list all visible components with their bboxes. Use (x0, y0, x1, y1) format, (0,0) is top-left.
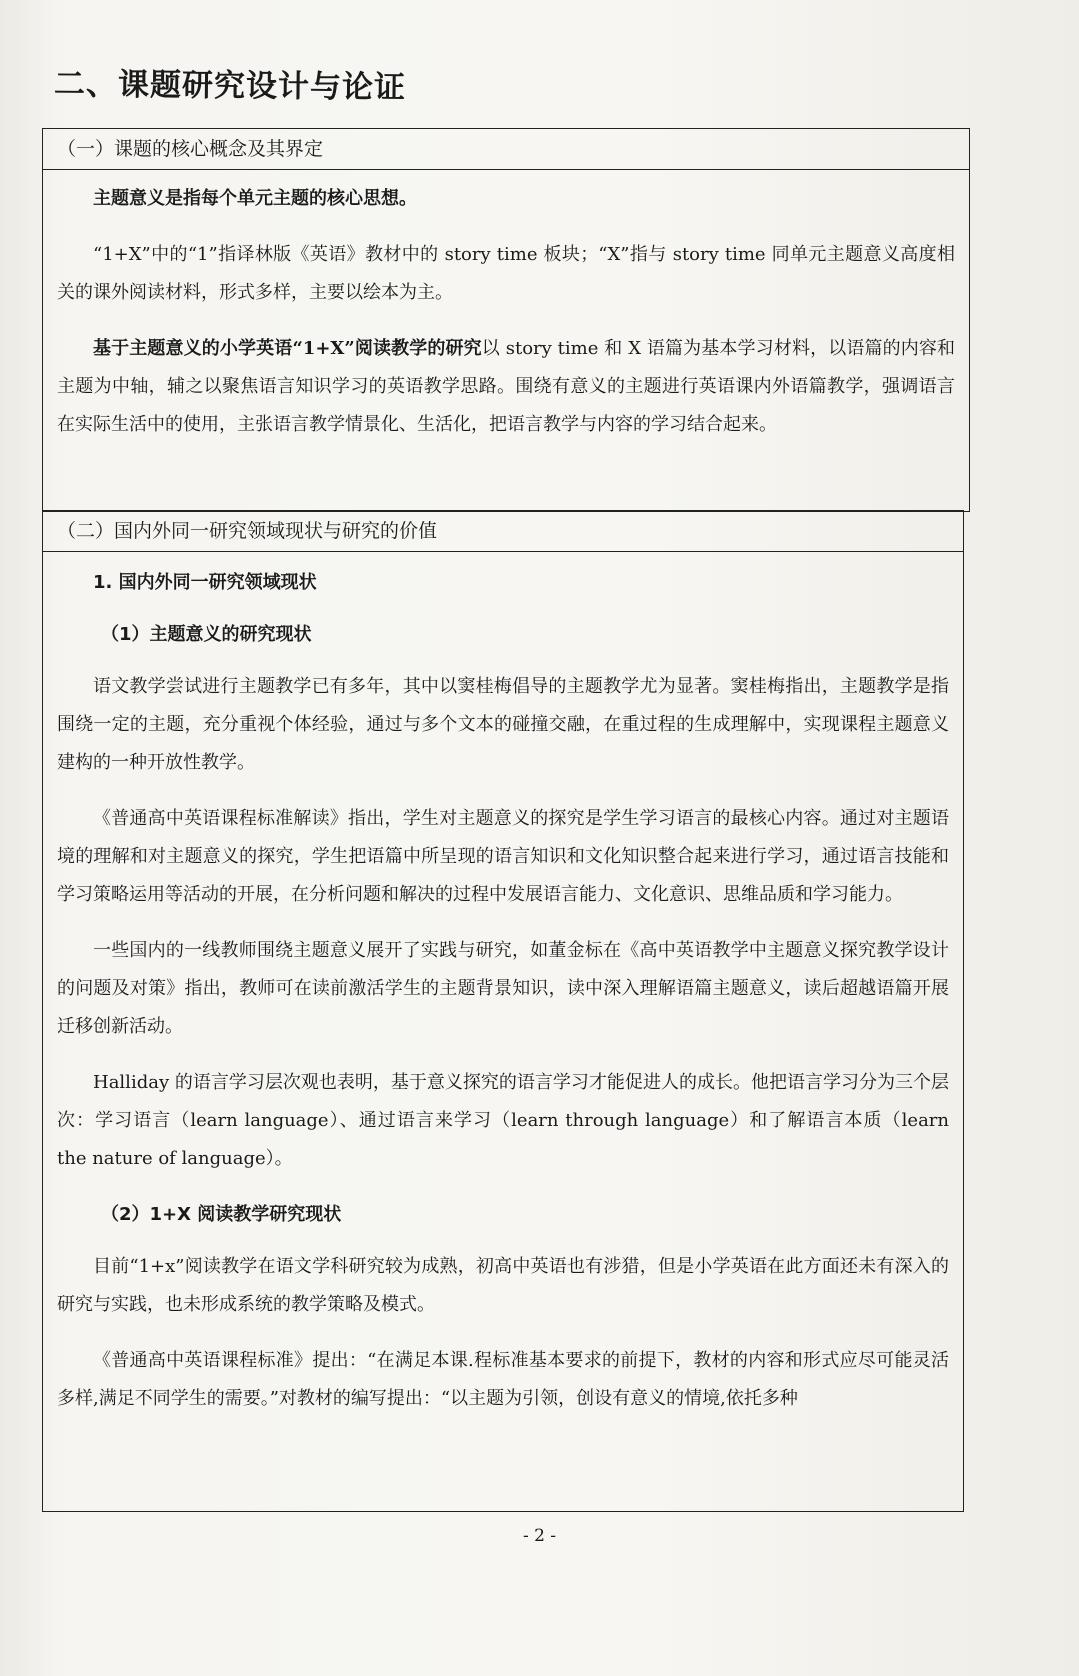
subheading: （2）1+X 阅读教学研究现状 (101, 1204, 342, 1225)
paragraph: Halliday 的语言学习层次观也表明，基于意义探究的语言学习才能促进人的成长。他把语言学习分为三个层次：学习语言（learn language）、通过语言来学习（learn through language）和了解语言本质（learn the nature of language）。 (57, 1072, 949, 1169)
paragraph: 目前“1+x”阅读教学在语文学科研究较为成熟，初高中英语也有涉猎，但是小学英语在此方面还未有深入的研究与实践，也未形成系统的教学策略及模式。 (57, 1256, 949, 1315)
paragraph: 一些国内的一线教师围绕主题意义展开了实践与研究，如董金标在《高中英语教学中主题意义探究教学设计的问题及对策》指出，教师可在读前激活学生的主题背景知识，读中深入理解语篇主题意义，读后超越语篇开展迁移创新活动。 (57, 940, 949, 1037)
subheading: （1）主题意义的研究现状 (101, 624, 312, 645)
subheading: 1. 国内外同一研究领域现状 (93, 572, 317, 593)
paragraph-text: 以 story time 和 X 语篇为基本学习材料，以语篇的内容和主题为中轴，辅之以聚焦语言知识学习的英语教学思路。围绕有意义的主题进行英语课内外语篇教学，强调语言在实际生活中的使用，主张语言教学情景化、生活化，把语言教学与内容的学习结合起来。 (57, 338, 955, 435)
page-number: - 2 - (522, 1526, 557, 1546)
paragraph: “1+X”中的“1”指译林版《英语》教材中的 story time 板块；“X”指与 story time 同单元主题意义高度相关的课外阅读材料，形式多样，主要以绘本为主。 (57, 244, 955, 303)
paragraph-lead: 基于主题意义的小学英语“1+X”阅读教学的研究 (93, 338, 482, 359)
paragraph: 语文教学尝试进行主题教学已有多年，其中以窦桂梅倡导的主题教学尤为显著。窦桂梅指出，主题教学是指围绕一定的主题，充分重视个体经验，通过与多个文本的碰撞交融，在重过程的生成理解中，实现课程主题意义建构的一种开放性教学。 (57, 676, 949, 773)
paragraph: 《普通高中英语课程标准解读》指出，学生对主题意义的探究是学生学习语言的最核心内容。通过对主题语境的理解和对主题意义的探究，学生把语篇中所呈现的语言知识和文化知识整合起来进行学习，通过语言技能和学习策略运用等活动的开展，在分析问题和解决的过程中发展语言能力、文化意识、思维品质和学习能力。 (57, 808, 949, 905)
section-title: （二）国内外同一研究领域现状与研究的价值 (43, 511, 963, 552)
section-title: （一）课题的核心概念及其界定 (43, 129, 969, 170)
chapter-heading: 二、课题研究设计与论证 (53, 66, 407, 106)
section-core-concepts (42, 128, 970, 512)
section-research-status (42, 510, 964, 1512)
paragraph: 主题意义是指每个单元主题的核心思想。 (93, 188, 417, 209)
paragraph (57, 330, 955, 444)
paragraph: 《普通高中英语课程标准》提出：“在满足本课.程标准基本要求的前提下，教材的内容和形式应尽可能灵活多样,满足不同学生的需要。”对教材的编写提出：“以主题为引领，创设有意义的情境,依托多种 (57, 1350, 949, 1409)
